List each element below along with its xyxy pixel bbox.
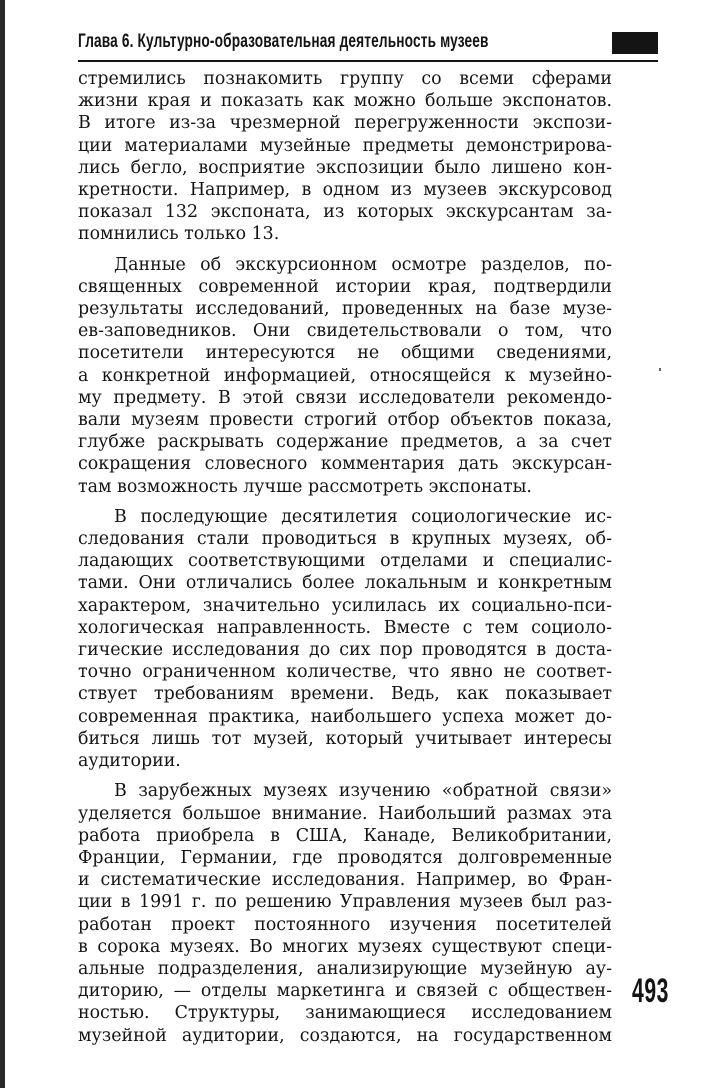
header-block-mark — [612, 32, 658, 54]
text-line: Данные об экскурсионном осмотре разделов, по- — [114, 254, 612, 275]
text-line: современная практика, наибольшего успеха может до- — [78, 706, 612, 727]
text-line: биться лишь тот музей, который учитывает интересы — [78, 728, 612, 749]
text-line: там возможность лучше рассмотреть экспонаты. — [78, 476, 532, 497]
text-line: гические исследования до сих пор проводятся в доста- — [78, 640, 612, 661]
text-line: а конкретной информацией, относящейся к музейно- — [78, 365, 612, 386]
text-line: хологическая направленность. Вместе с тем социоло- — [78, 617, 612, 638]
text-line: диторию, — отделы маркетинга и связей с обществен- — [78, 981, 612, 1002]
text-line: ев-заповедников. Они свидетельствовали о том, что — [78, 321, 612, 342]
text-line: священных современной истории края, подтвердили — [78, 276, 612, 297]
text-line: глубже раскрывать содержание предметов, а за счет — [78, 432, 612, 453]
text-line: В последующие десятилетия социологические ис- — [114, 506, 612, 527]
text-line: аудитории. — [78, 751, 181, 772]
text-line: в сорока музеях. Во многих музеях существуют специ- — [78, 936, 612, 957]
scan-speck — [659, 368, 661, 371]
text-line: уделяется большое внимание. Наибольший размах эта — [78, 803, 612, 824]
text-line: жизни края и показать как можно больше экспонатов. — [78, 91, 612, 112]
paragraph-3 — [78, 506, 612, 772]
text-line: результаты исследований, проведенных на базе музе- — [78, 299, 612, 320]
text-line: характером, значительно усилилась их социально-пси- — [78, 595, 612, 616]
text-line: ции материалами музейные предметы демонстрирова- — [78, 135, 612, 156]
text-line: следования стали проводиться в крупных музеях, об- — [78, 529, 612, 550]
text-line: му предмету. В этой связи исследователи рекомендо- — [78, 387, 612, 408]
text-line: сокращения словесного комментария дать экскурсан- — [78, 454, 612, 475]
text-line: помнились только 13. — [78, 224, 280, 245]
text-line: посетители интересуются не общими сведениями, — [78, 343, 612, 364]
text-line: В зарубежных музеях изучению «обратной связи» — [114, 781, 612, 802]
text-line: лись бегло, восприятие экспозиции было лишено кон- — [78, 157, 612, 178]
running-header — [78, 28, 658, 62]
text-line: работан проект постоянного изучения посетителей — [78, 914, 612, 935]
paragraph-2 — [78, 254, 612, 498]
text-line: музейной аудитории, создаются, на государственном — [78, 1025, 612, 1046]
scan-edge — [0, 0, 5, 1088]
text-line: ладающих соответствующими отделами и специалис- — [78, 551, 612, 572]
text-line: В итоге из-за чрезмерной перегруженности экспози- — [78, 113, 612, 134]
body-text — [78, 68, 612, 1047]
text-line: тами. Они отличались более локальным и конкретным — [78, 573, 612, 594]
text-line: альные подразделения, анализирующие музейную ау- — [78, 958, 612, 979]
text-line: ции в 1991 г. по решению Управления музеев был раз- — [78, 892, 612, 913]
text-line: ностью. Структуры, занимающиеся исследованием — [78, 1003, 612, 1024]
text-line: кретности. Например, в одном из музеев экскурсовод — [78, 180, 612, 201]
paragraph-4 — [78, 780, 612, 1046]
text-line: точно ограниченном количестве, что явно не соответ- — [78, 662, 612, 683]
text-line: ствует требованиям времени. Ведь, как показывает — [78, 684, 612, 705]
text-line: и систематические исследования. Например, во Фран- — [78, 870, 612, 891]
text-line: работа приобрела в США, Канаде, Великобритании, — [78, 825, 612, 846]
page-number: 493 — [632, 972, 670, 1010]
header-rule — [78, 60, 658, 62]
chapter-title: Глава 6. Культурно-образовательная деятельность музеев — [78, 31, 489, 52]
text-line: вали музеям провести строгий отбор объектов показа, — [78, 410, 612, 431]
paragraph-1 — [78, 68, 612, 246]
text-line: стремились познакомить группу со всеми сферами — [78, 69, 612, 89]
text-line: Франции, Германии, где проводятся долговременные — [78, 847, 612, 868]
text-line: показал 132 экспоната, из которых экскурсантам за- — [78, 202, 612, 223]
